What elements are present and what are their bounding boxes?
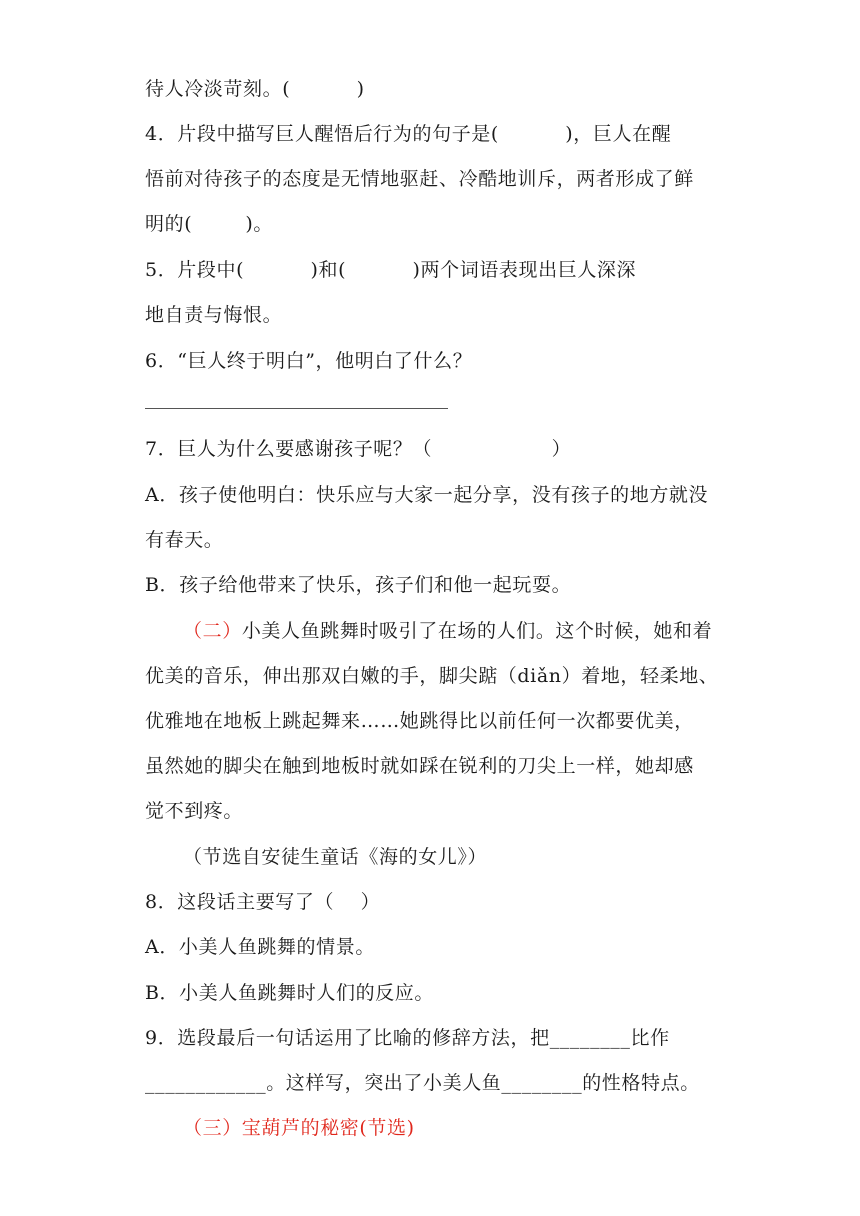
passage-line: 虽然她的脚尖在触到地板时就如踩在锐利的刀尖上一样，她却感 bbox=[145, 755, 694, 777]
section-3-heading: （三）宝葫芦的秘密(节选) bbox=[183, 1117, 415, 1139]
question-8: 8．这段话主要写了（ ） bbox=[145, 891, 381, 913]
passage-line: 优雅地在地板上跳起舞来……她跳得比以前任何一次都要优美， bbox=[145, 710, 694, 732]
passage-2-line bbox=[183, 619, 712, 643]
text-line: 待人冷淡苛刻。( ) bbox=[145, 78, 365, 100]
passage-line: 优美的音乐，伸出那双白嫩的手，脚尖踮（diǎn）着地，轻柔地、 bbox=[145, 665, 719, 687]
option-b: B．小美人鱼跳舞时人们的反应。 bbox=[145, 982, 434, 1004]
text-line: 悟前对待孩子的态度是无情地驱赶、冷酷地训斥，两者形成了鲜 bbox=[145, 168, 694, 190]
text-line: 有春天。 bbox=[145, 529, 224, 551]
passage-text: 小美人鱼跳舞时吸引了在场的人们。这个时候，她和着 bbox=[241, 620, 713, 642]
question-7: 7．巨人为什么要感谢孩子呢？（ ） bbox=[145, 438, 572, 460]
text-line: ____________。这样写，突出了小美人鱼________的性格特点。 bbox=[145, 1072, 700, 1094]
source-note: （节选自安徒生童话《海的女儿》） bbox=[183, 846, 488, 868]
question-5: 5．片段中( )和( )两个词语表现出巨人深深 bbox=[145, 259, 637, 281]
answer-line bbox=[145, 408, 448, 409]
text-line: 地自责与悔恨。 bbox=[145, 304, 283, 326]
passage-line: 觉不到疼。 bbox=[145, 800, 244, 822]
question-4: 4．片段中描写巨人醒悟后行为的句子是( )，巨人在醒 bbox=[145, 123, 672, 145]
option-a: A．孩子使他明白：快乐应与大家一起分享，没有孩子的地方就没 bbox=[145, 484, 709, 506]
option-b: B．孩子给他带来了快乐，孩子们和他一起玩耍。 bbox=[145, 574, 572, 596]
section-2-heading: （二） bbox=[183, 620, 242, 642]
text-line: 明的( )。 bbox=[145, 213, 273, 235]
option-a: A．小美人鱼跳舞的情景。 bbox=[145, 936, 375, 958]
question-6: 6．“巨人终于明白”，他明白了什么？ bbox=[145, 350, 473, 372]
question-9: 9．选段最后一句话运用了比喻的修辞方法，把________比作 bbox=[145, 1027, 670, 1049]
